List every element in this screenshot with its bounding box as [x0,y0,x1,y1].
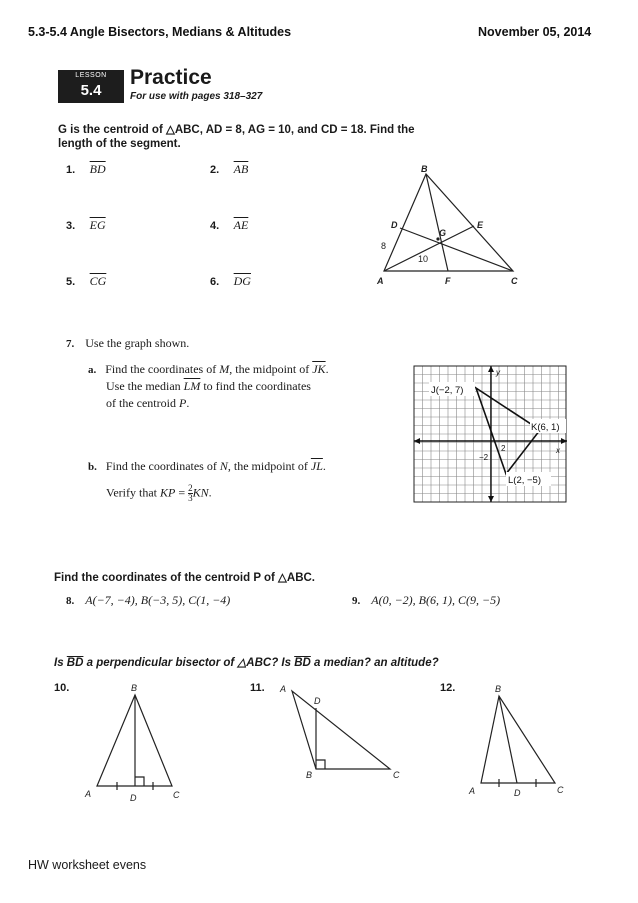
problem-3: 3. $\overline{EG}$ [66,218,106,232]
problem-4: 4. $\overline{AE}$ [210,218,249,232]
lesson-badge [58,70,124,103]
problem-10-figure [80,680,190,810]
problem-5: 5. $\overline{CG}$ [66,274,107,288]
p10-label-d: D [130,793,137,803]
y-tick-label: −2 [479,453,489,462]
problem-2-segment: $\overline{AB}$ [233,162,249,176]
p10-label-c: C [173,790,180,800]
lesson-subtitle: For use with pages 318–327 [130,91,263,102]
label-j: J(−2, 7) [431,385,464,396]
p12-label-d: D [514,788,521,798]
problem-1-segment: $\overline{BD}$ [89,162,106,176]
problem-7b: b. Find the coordinates of N, the midpoint of $\overline{JL}$. [88,459,326,473]
centroid-triangle-figure [370,160,530,295]
label-c: C [511,276,518,286]
p11-label-c: C [393,770,400,780]
problem-5-segment: $\overline{CG}$ [89,274,107,288]
problem-12-num: 12. [440,682,456,694]
section1-instruction-line2: length of the segment. [58,138,181,150]
median-ae [384,226,474,271]
problem-12-figure [465,680,575,810]
footer-note: HW worksheet evens [28,858,147,872]
label-len-ag: 10 [418,254,429,264]
y-axis-label: y [496,368,500,377]
page-header-title: 5.3-5.4 Angle Bisectors, Medians & Altitudes [28,25,292,39]
problem-4-segment: $\overline{AE}$ [233,218,249,232]
problem-9: 9. A(0, −2), B(6, 1), C(9, −5) [352,593,501,607]
problem-10-num: 10. [54,682,70,694]
p12-label-a: A [469,786,476,796]
problem-11-num: 11. [250,682,265,694]
p10-label-b: B [131,683,138,693]
y-axis-arrow-down [488,496,494,502]
problem-7a: a. Find the coordinates of M, the midpoint of $\overline{JK}$. [88,362,329,376]
p11-label-a: A [280,684,287,694]
y-axis-arrow-up [488,366,494,372]
coordinate-graph [413,365,568,505]
problem-7: 7. Use the graph shown. [66,336,190,350]
section2-instruction: Find the coordinates of the centroid P of △ABC. [54,572,316,584]
lesson-title: Practice [130,66,212,89]
problem-7a-line3: of the centroid P. [106,396,190,410]
section3-instruction: Is $\overline{BD}$ a perpendicular bisector of △ABC? Is $\overline{BD}$ a median? an altitude? [54,657,439,669]
p11-label-d: D [314,696,321,706]
label-len-ad: 8 [381,241,387,251]
problem-11-figure [276,678,406,788]
label-g: G [439,228,447,238]
lesson-number: 5.4 [80,82,102,99]
label-b: B [421,164,428,174]
triangle-abc [384,174,513,271]
problem-6-segment: $\overline{DG}$ [233,274,251,288]
label-l: L(2, −5) [508,475,542,486]
problem-7a-line2: Use the median $\overline{LM}$ to find the coordinates [106,379,311,393]
problem-1: 1. $\overline{BD}$ [66,162,106,176]
label-f: F [445,276,451,286]
x-axis-label: x [556,446,560,455]
p10-label-a: A [85,789,92,799]
problem-7b-line2: Verify that KP = $\frac{2}{3}$ KN. [106,483,212,503]
label-e: E [477,220,484,230]
problem-8: 8. A(−7, −4), B(−3, 5), C(1, −4) [66,593,231,607]
p12-label-c: C [557,785,564,795]
fraction: $\frac{2}{3}$ [188,483,193,503]
problem-3-segment: $\overline{EG}$ [89,218,106,232]
section1-instruction-line1: G is the centroid of △ABC, AD = 8, AG = 10, and CD = 18. Find the [58,124,415,136]
problem-2: 2. $\overline{AB}$ [210,162,249,176]
median-bf [426,174,448,271]
p11-label-b: B [306,770,313,780]
p12-label-b: B [495,684,502,694]
lesson-label: LESSON [75,72,107,79]
label-a: A [377,276,384,286]
page-header-date: November 05, 2014 [478,25,592,39]
x-axis-arrow-left [414,438,420,444]
problem-6: 6. $\overline{DG}$ [210,274,251,288]
label-k: K(6, 1) [531,422,560,433]
x-tick-label: 2 [501,444,506,453]
label-d: D [391,220,398,230]
